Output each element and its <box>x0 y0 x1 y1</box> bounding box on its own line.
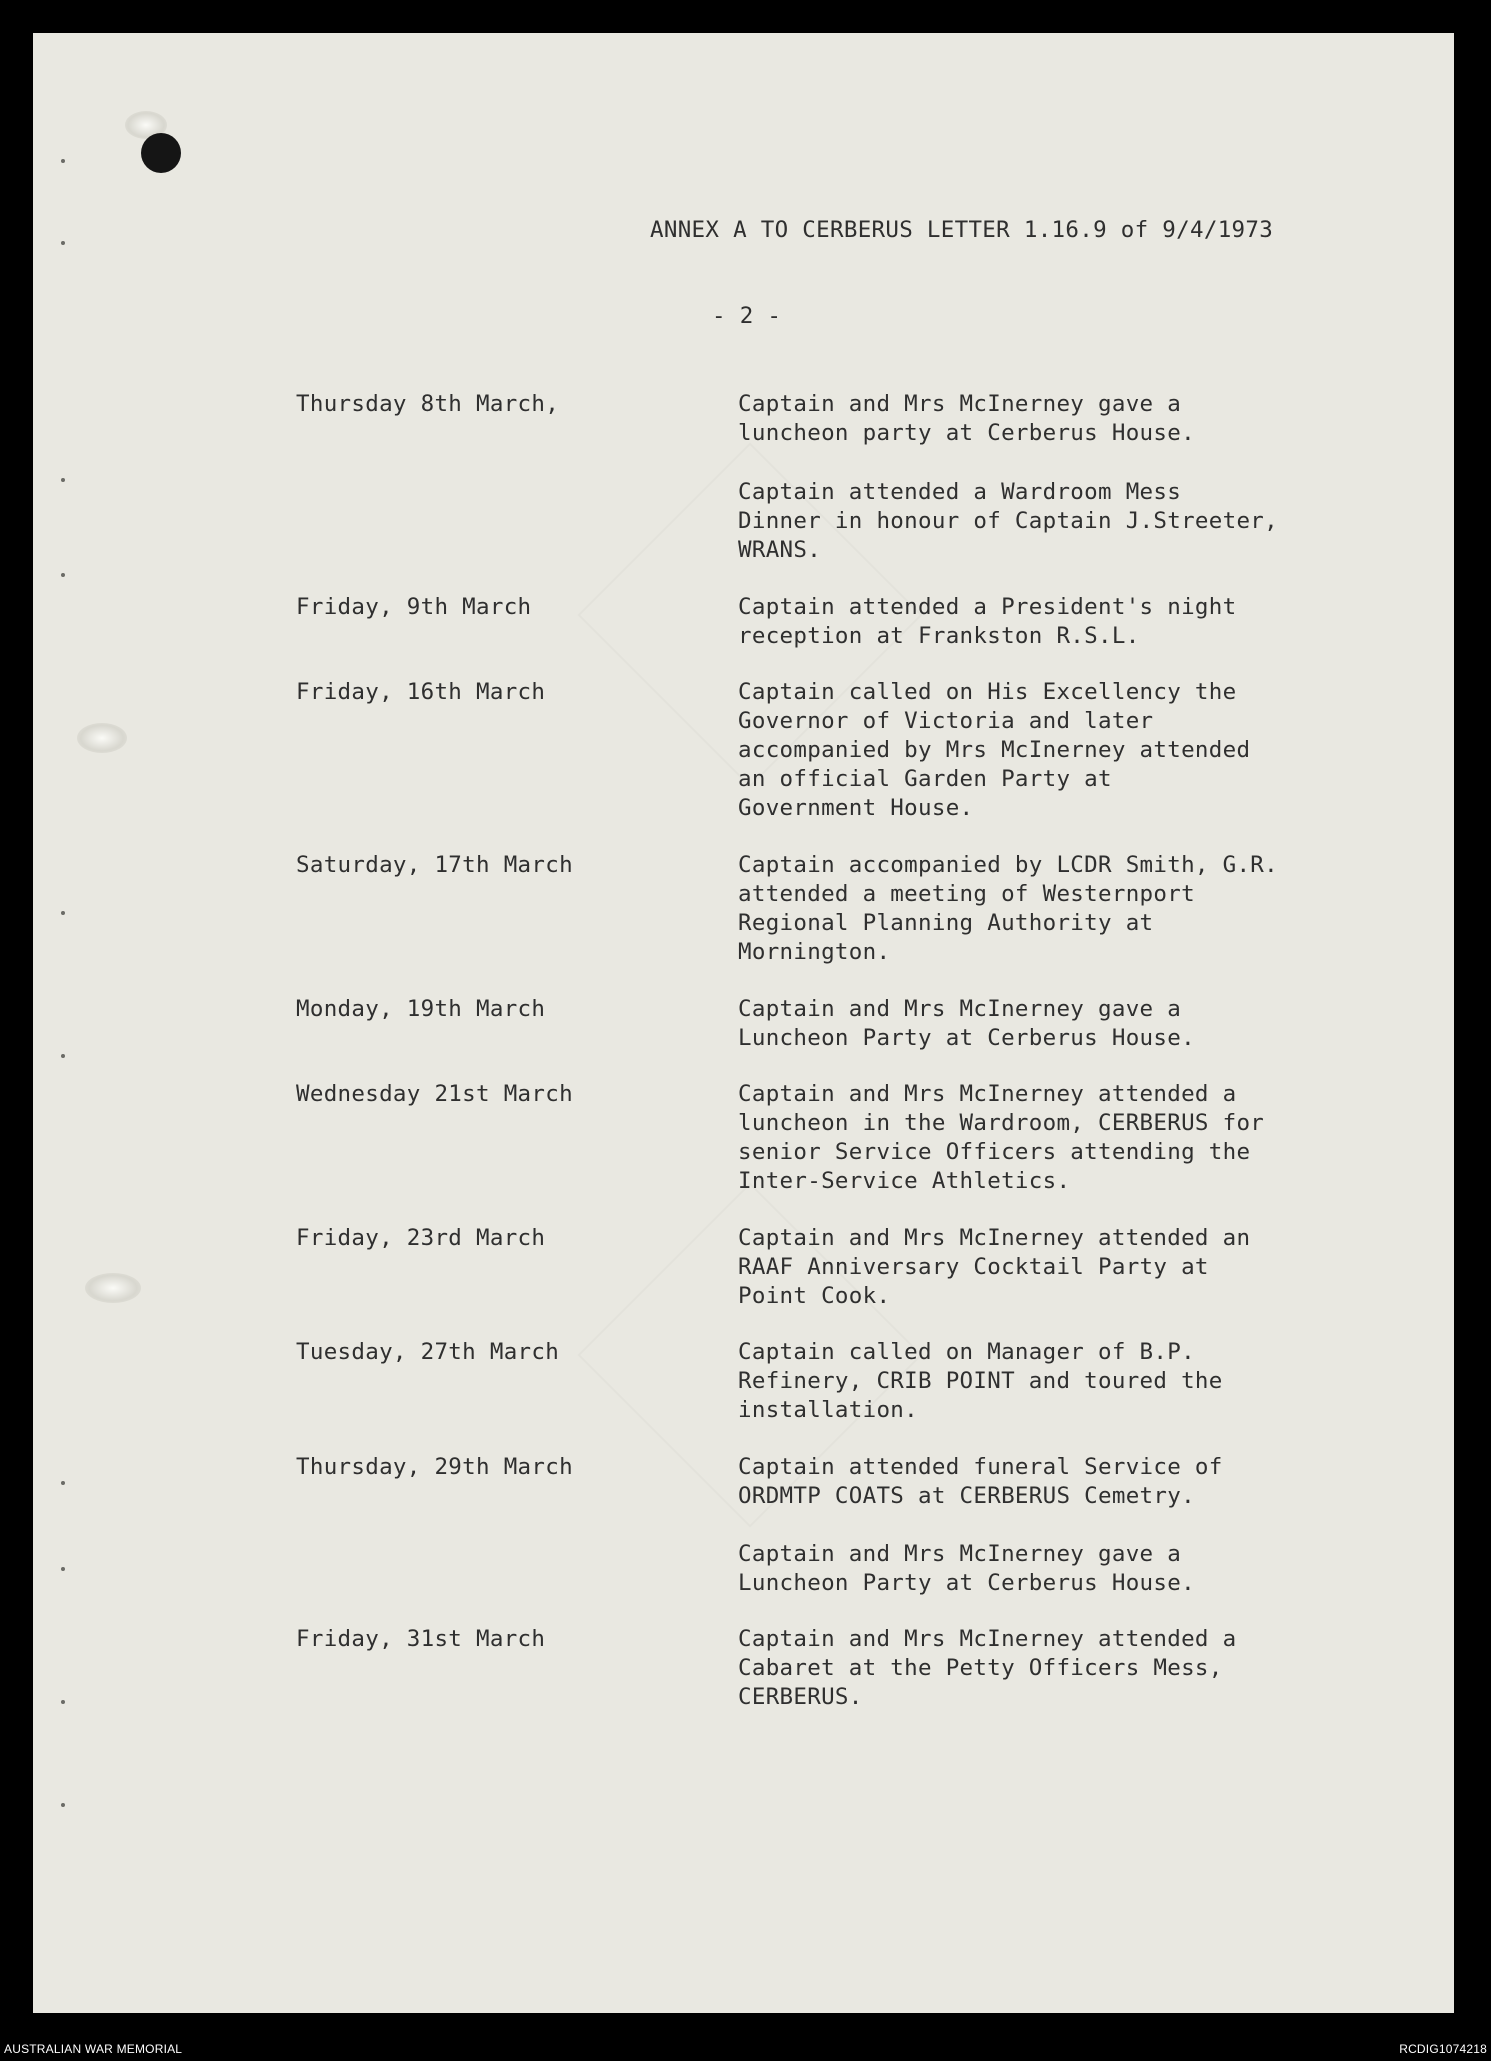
margin-mark <box>61 911 65 915</box>
margin-mark <box>61 159 65 163</box>
page-number: - 2 - <box>712 303 782 329</box>
entry-text: Captain accompanied by LCDR Smith, G.R. attended a meeting of Westernport Regional Planning Authority at Mornington. <box>738 852 1278 965</box>
margin-mark <box>61 573 65 577</box>
entry-date: Friday, 16th March <box>296 679 546 705</box>
entry-text: Captain and Mrs McInerney attended a Cabaret at the Petty Officers Mess, CERBERUS. <box>738 1626 1237 1710</box>
entry-date: Thursday, 29th March <box>296 1454 573 1480</box>
entry-text: Captain attended funeral Service of ORDMTP COATS at CERBERUS Cemetry. <box>738 1454 1223 1509</box>
entry-text: Captain called on Manager of B.P. Refinery, CRIB POINT and toured the installation. <box>738 1339 1223 1423</box>
entry-text: Captain attended a Wardroom Mess Dinner in honour of Captain J.Streeter, WRANS. <box>738 479 1278 563</box>
entry-text: Captain and Mrs McInerney attended a luncheon in the Wardroom, CERBERUS for senior Service Officers attending the Inter-Service Athletics. <box>738 1081 1265 1194</box>
margin-mark <box>61 478 65 482</box>
entry-text: Captain called on His Excellency the Governor of Victoria and later accompanied by Mrs McInerney attended an official Garden Party at Government House. <box>738 679 1251 821</box>
annex-reference: ANNEX A TO CERBERUS LETTER 1.16.9 of 9/4/1973 <box>650 217 1274 243</box>
margin-mark <box>61 1700 65 1704</box>
archive-reference: RCDIG1074218 <box>1399 2042 1487 2056</box>
entry-text: Captain and Mrs McInerney gave a Luncheon Party at Cerberus House. <box>738 1541 1195 1596</box>
entry-date: Friday, 23rd March <box>296 1225 546 1251</box>
paper-crease <box>77 723 127 753</box>
margin-mark <box>61 1567 65 1571</box>
margin-mark <box>61 1481 65 1485</box>
archive-credit: AUSTRALIAN WAR MEMORIAL <box>4 2042 183 2056</box>
entry-date: Tuesday, 27th March <box>296 1339 560 1365</box>
entry-date: Monday, 19th March <box>296 996 546 1022</box>
entry-date: Wednesday 21st March <box>296 1081 573 1107</box>
paper-crease <box>85 1273 141 1303</box>
margin-mark <box>61 1803 65 1807</box>
entry-text: Captain and Mrs McInerney gave a Luncheon Party at Cerberus House. <box>738 996 1195 1051</box>
punch-hole <box>141 133 181 173</box>
entry-date: Friday, 31st March <box>296 1626 546 1652</box>
entry-text: Captain and Mrs McInerney attended an RAAF Anniversary Cocktail Party at Point Cook. <box>738 1225 1251 1309</box>
entry-text: Captain attended a President's night reception at Frankston R.S.L. <box>738 594 1237 649</box>
margin-mark <box>61 241 65 245</box>
entry-text: Captain and Mrs McInerney gave a luncheon party at Cerberus House. <box>738 391 1195 446</box>
entry-date: Thursday 8th March, <box>296 391 560 417</box>
entry-date: Friday, 9th March <box>296 594 532 620</box>
margin-mark <box>61 1054 65 1058</box>
entry-date: Saturday, 17th March <box>296 852 573 878</box>
